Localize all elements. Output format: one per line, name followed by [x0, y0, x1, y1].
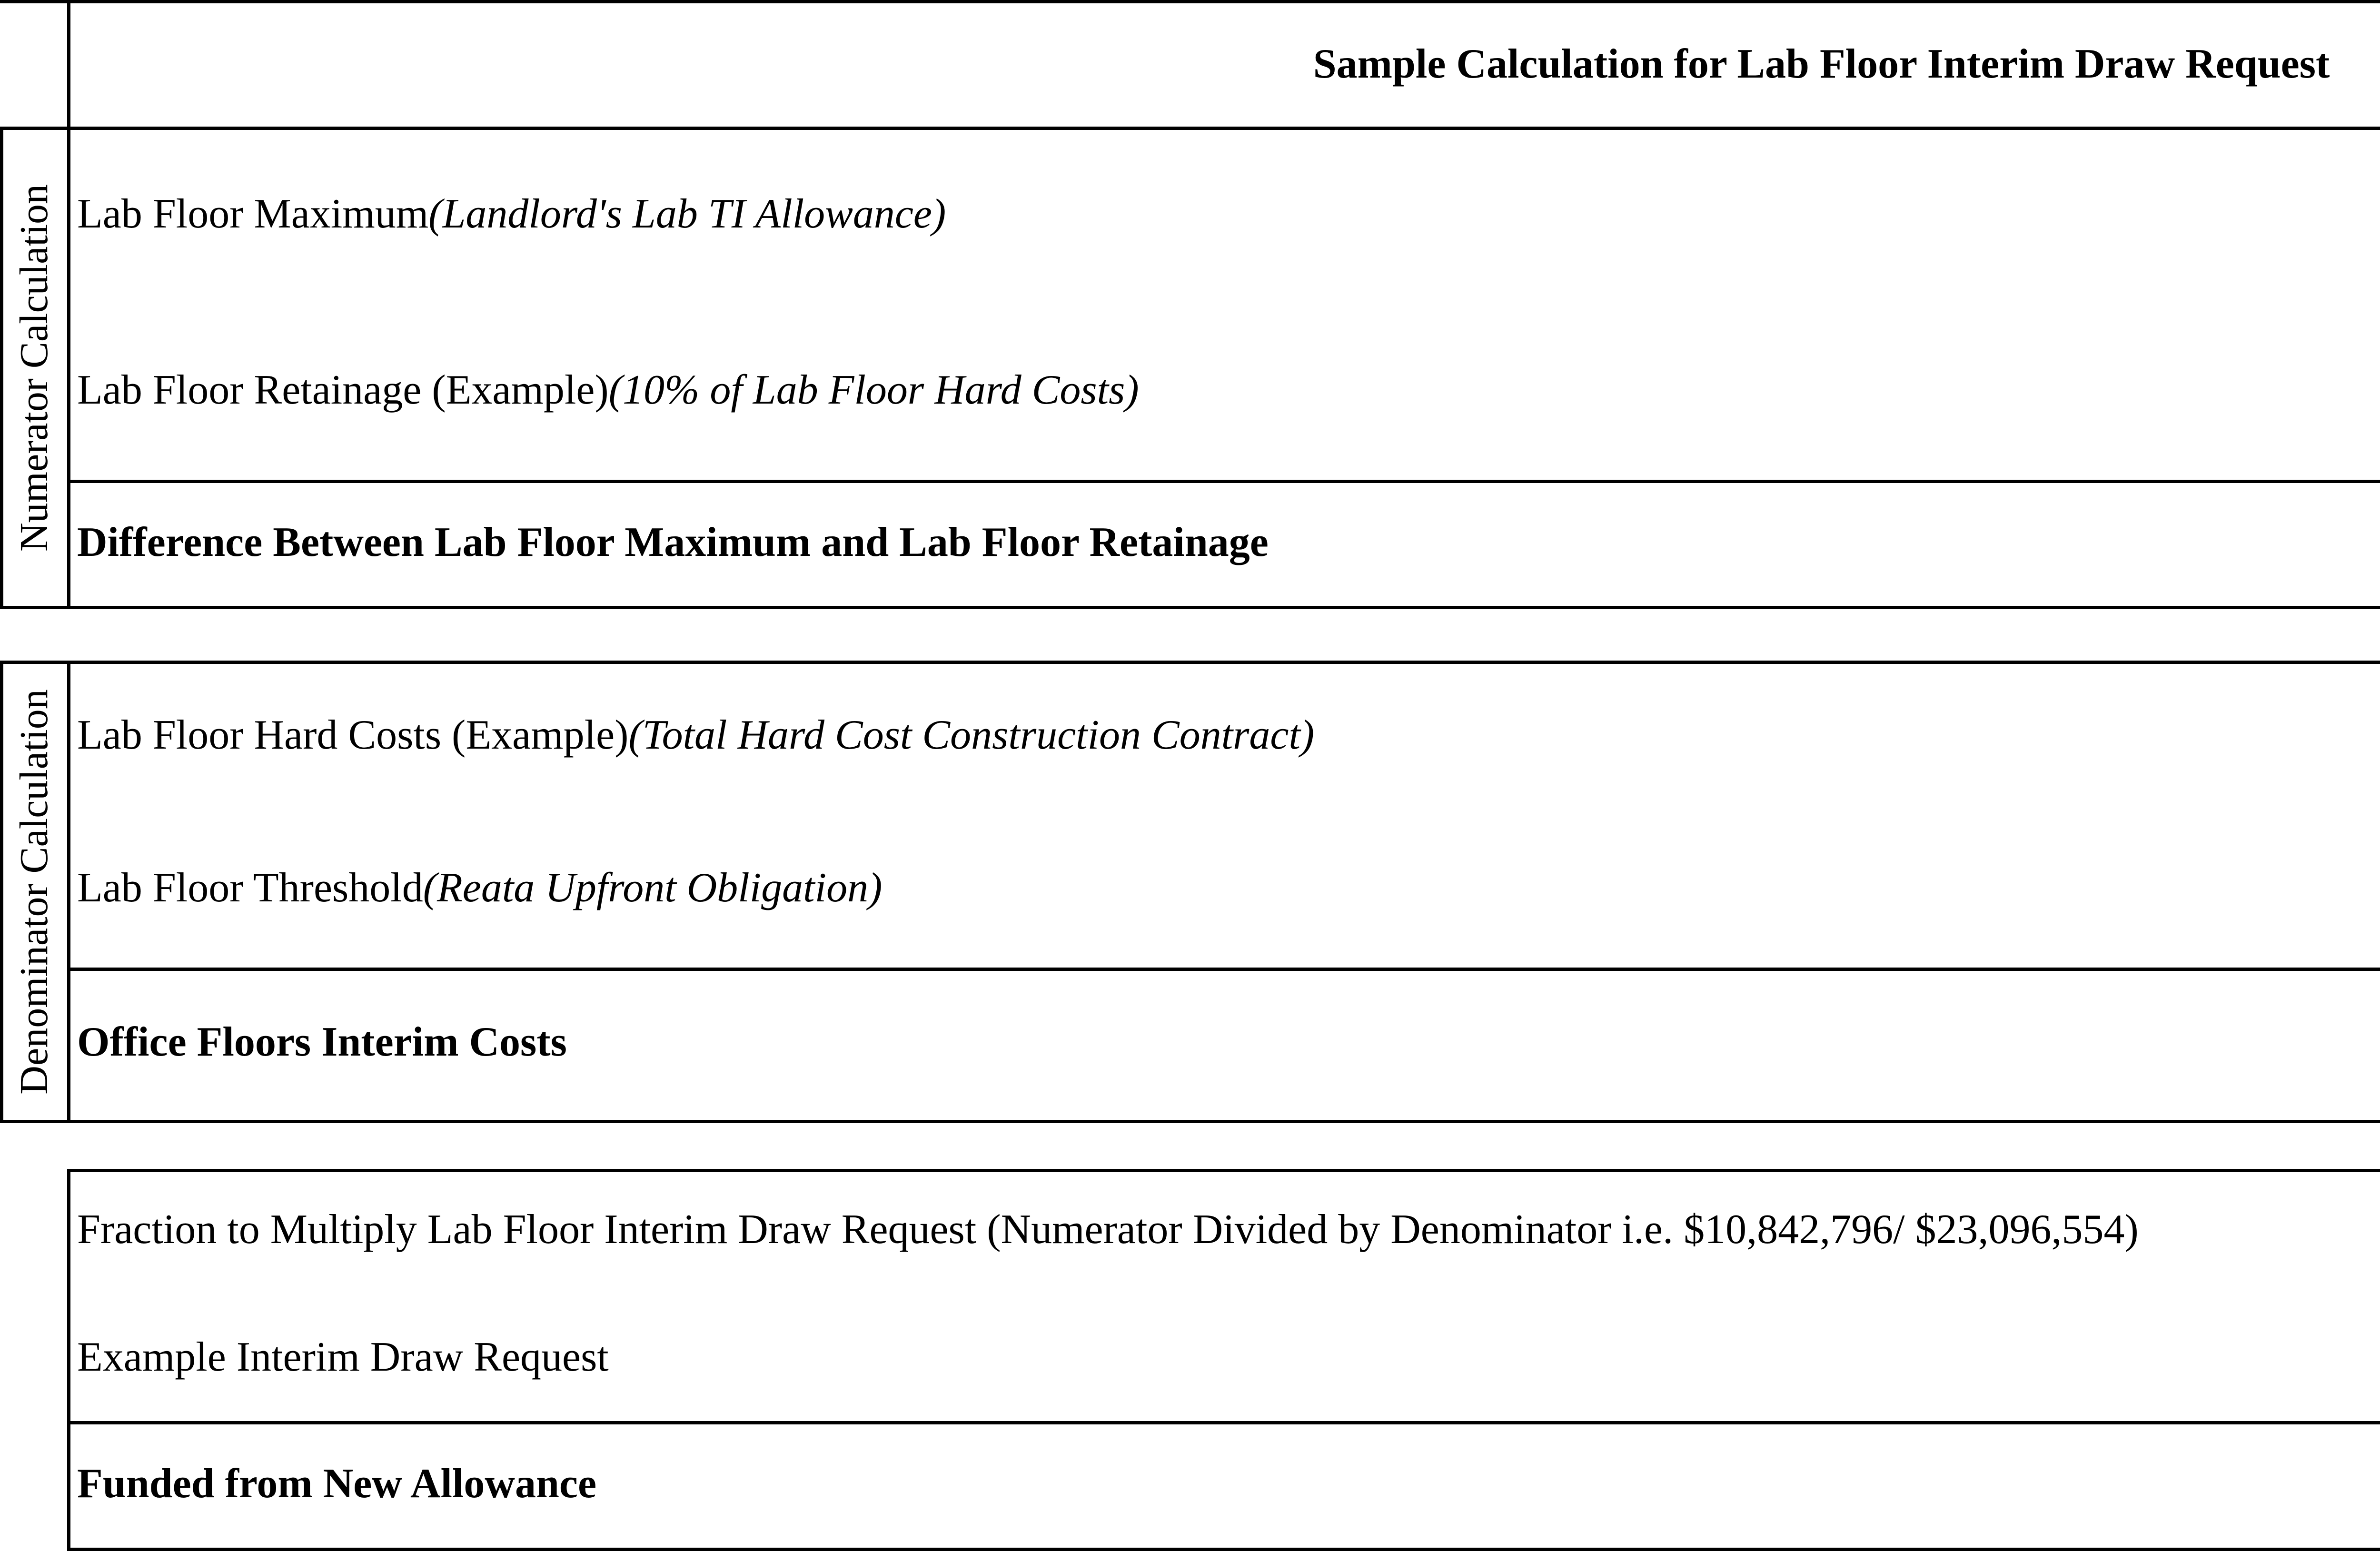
numerator-label-column-divider: [67, 0, 70, 609]
numerator-side-label: Numerator Calculation: [12, 184, 56, 552]
numerator-total-label: Difference Between Lab Floor Maximum and Lab Floor Retainage: [77, 519, 1269, 565]
result-total-divider: [67, 1421, 2380, 1424]
page-title: Sample Calculation for Lab Floor Interim Draw Request: [1313, 40, 2330, 87]
result-total-label: Funded from New Allowance: [77, 1461, 597, 1507]
denominator-side-label: Denominator Calculation: [12, 689, 56, 1095]
numerator-side-left-border: [0, 127, 3, 609]
denominator-total-divider: [67, 968, 2380, 971]
denominator-row-2-label: Lab Floor Threshold(Reata Upfront Obligation): [77, 865, 883, 911]
numerator-row-2-label: Lab Floor Retainage (Example)(10% of Lab Floor Hard Costs): [77, 367, 1139, 413]
numerator-total-divider: [67, 480, 2380, 483]
denominator-label-column-divider: [67, 661, 70, 1123]
result-row-2-label: Example Interim Draw Request: [77, 1334, 609, 1380]
numerator-row-1-label: Lab Floor Maximum(Landlord's Lab TI Allowance): [77, 191, 946, 237]
denominator-row-1-label: Lab Floor Hard Costs (Example)(Total Hard Cost Construction Contract): [77, 712, 1315, 758]
result-row-1-label: Fraction to Multiply Lab Floor Interim Draw Request (Numerator Divided by Denominator i.e. $10,842,796/ $23,096,554): [77, 1206, 2139, 1253]
numerator-side-top-border: [0, 127, 70, 130]
denominator-total-label: Office Floors Interim Costs: [77, 1019, 567, 1065]
